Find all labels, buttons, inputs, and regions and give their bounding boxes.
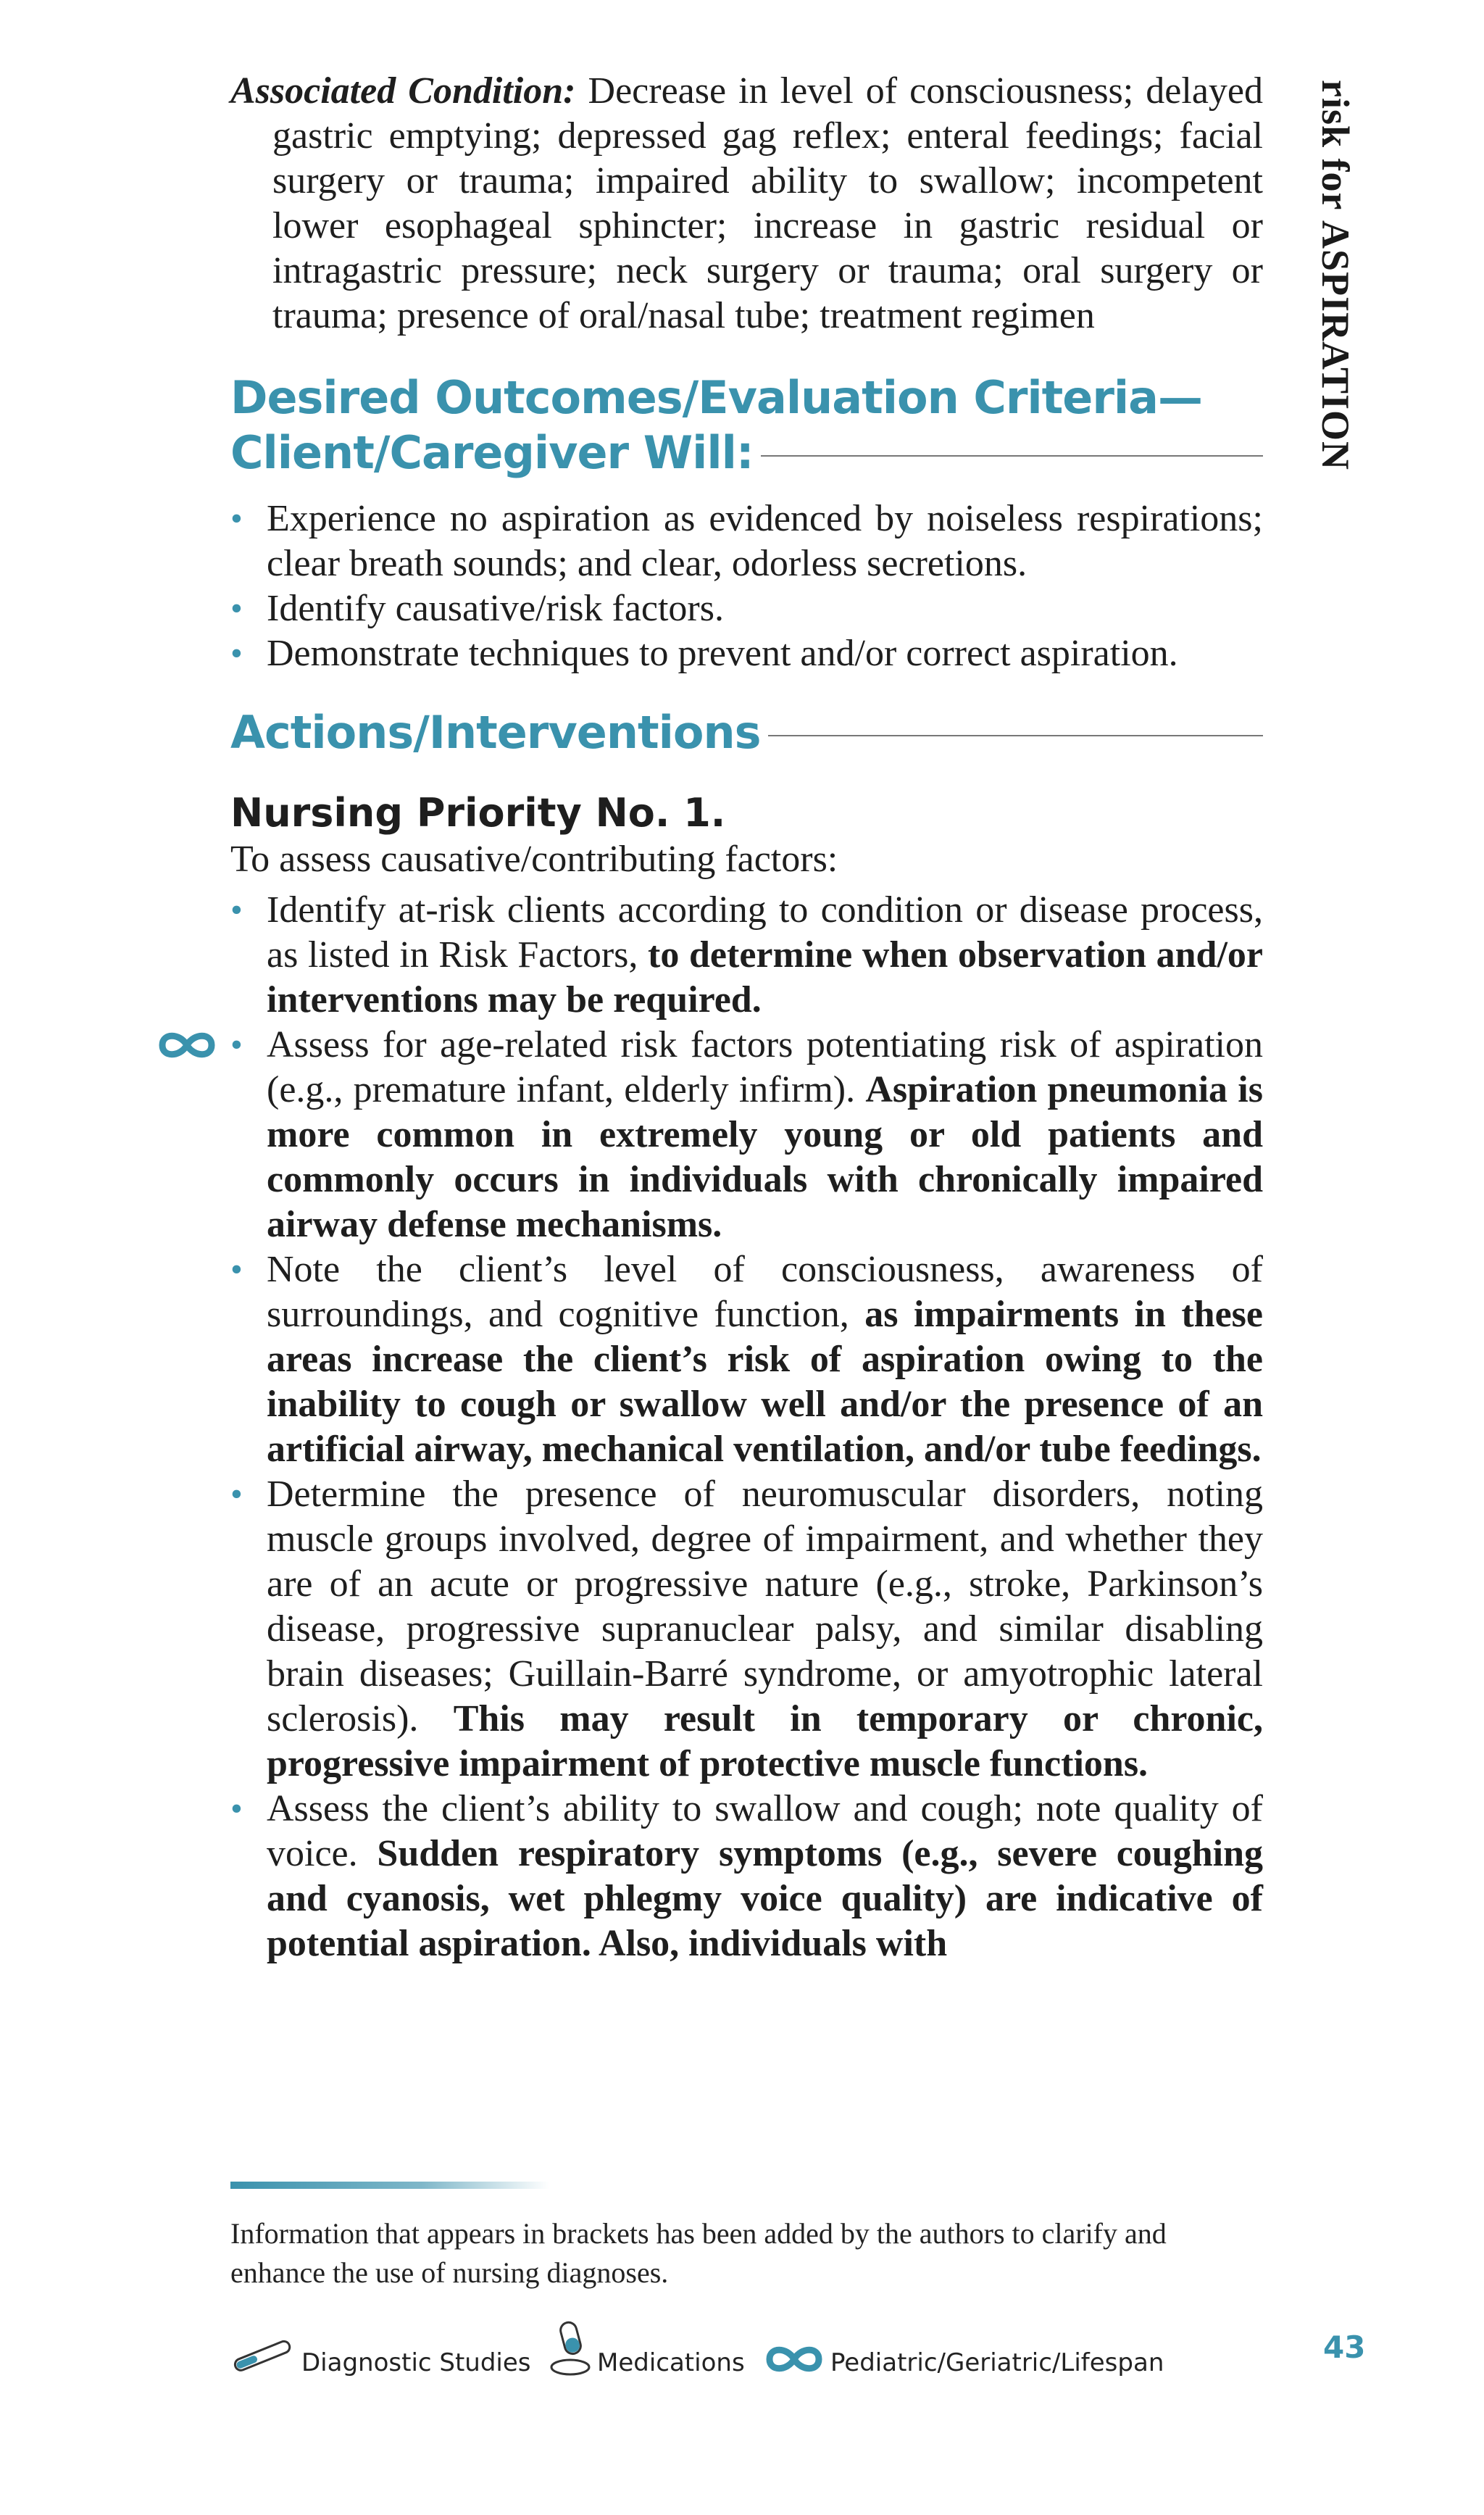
bullet-icon: •: [230, 1250, 243, 1289]
footnote-rule: [230, 2182, 549, 2189]
legend-diagnostic-label: Diagnostic Studies: [301, 2348, 531, 2377]
side-tab-term: ASPIRATION: [1314, 220, 1357, 471]
pill-icon: [549, 2319, 591, 2377]
page-body: [230, 69, 1263, 1966]
bullet-icon: •: [230, 499, 243, 538]
infinity-icon: [764, 2341, 825, 2377]
footnote: Information that appears in brackets has been added by the authors to clarify and enhance the use of nursing diagnoses.: [230, 2217, 1167, 2289]
associated-condition-label: Associated Condition:: [230, 70, 576, 112]
associated-condition: [230, 69, 1263, 338]
actions-heading: [230, 705, 1263, 760]
actions-heading-text: Actions/Interventions: [230, 706, 761, 759]
bullet-icon: •: [230, 1789, 243, 1828]
bullet-icon: •: [230, 1475, 243, 1513]
outcomes-list: [230, 496, 1263, 676]
outcomes-heading: [230, 370, 1263, 481]
outcomes-heading-line1: Desired Outcomes/Evaluation Criteria—: [230, 371, 1203, 424]
list-item: • Demonstrate techniques to prevent and/or correct aspiration.: [230, 631, 1263, 676]
side-tab-prefix: risk for: [1314, 80, 1357, 220]
list-item: • Assess for age-related risk factors potentiating risk of aspiration (e.g., premature infant, elderly infirm). Aspiration pneumonia is more common in extremely young or old patients and commonly occurs in individuals with chronically impaired airway defense mechanisms.: [230, 1023, 1263, 1247]
outcomes-heading-line2: Client/Caregiver Will:: [230, 426, 754, 479]
legend-lifespan-label: Pediatric/Geriatric/Lifespan: [830, 2348, 1164, 2377]
legend-medications: [549, 2319, 745, 2377]
list-item: • Assess the client’s ability to swallow and cough; note quality of voice. Sudden respiratory symptoms (e.g., severe coughing and cyanosis, wet phlegmy voice quality) are indicative of potential aspiration. Also, individuals with: [230, 1788, 1264, 1964]
bullet-icon: •: [230, 891, 243, 929]
list-item: • Note the client’s level of consciousness, awareness of surroundings, and cognitive function, as impairments in these areas increase the client’s risk of aspiration owing to the inability to cough or swallow well and/or the presence of an artificial airway, mechanical ventilation, and/or tube feedings.: [230, 1249, 1263, 1470]
bullet-icon: •: [230, 634, 243, 673]
heading-rule: [761, 455, 1263, 457]
infinity-icon: [157, 1027, 217, 1063]
nursing-priority-lead: To assess causative/contributing factors:: [230, 839, 838, 880]
bullet-icon: •: [230, 589, 243, 628]
interventions-list: [230, 888, 1263, 1966]
legend-diagnostic: [230, 2319, 531, 2377]
heading-rule: [768, 735, 1263, 736]
list-item: • Experience no aspiration as evidenced by noiseless respirations; clear breath sounds; and clear, odorless secretions.: [230, 498, 1263, 584]
legend-medications-label: Medications: [597, 2348, 745, 2377]
page-number: 43: [1323, 2329, 1366, 2365]
legend-lifespan: [764, 2319, 1164, 2377]
associated-condition-text: Decrease in level of consciousness; delayed gastric emptying; depressed gag reflex; enteral feedings; facial surgery or trauma; impaired ability to swallow; incompetent lower esophageal sphincter; increase in gastric residual or intragastric pressure; neck surgery or trauma; oral surgery or trauma; presence of oral/nasal tube; treatment regimen: [272, 70, 1263, 336]
side-tab-title: [1313, 80, 1358, 470]
nursing-priority-title: Nursing Priority No. 1.: [230, 790, 726, 836]
list-item: • Determine the presence of neuromuscular disorders, noting muscle groups involved, degree of impairment, and whether they are of an acute or progressive nature (e.g., stroke, Parkinson’s disease, progressive supranuclear palsy, and similar disabling brain diseases; Guillain-Barré syndrome, or amyotrophic lateral sclerosis). This may result in temporary or chronic, progressive impairment of protective muscle functions.: [230, 1473, 1263, 1784]
test-tube-icon: [230, 2334, 296, 2377]
icon-legend: [230, 2319, 1375, 2377]
list-item: • Identify causative/risk factors.: [230, 586, 1263, 631]
list-item: • Identify at-risk clients according to condition or disease process, as listed in Risk Factors, to determine when observation and/or interventions may be required.: [230, 889, 1263, 1020]
bullet-icon: •: [230, 1026, 243, 1064]
